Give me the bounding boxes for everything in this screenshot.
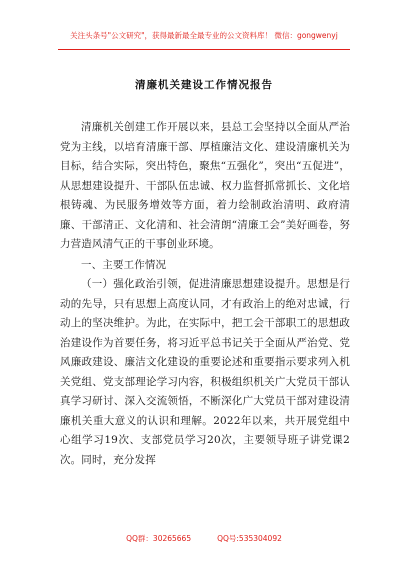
header-divider: [58, 49, 350, 50]
body-paragraph: 清廉机关创建工作开展以来，县总工会坚持以全面从严治党为主线，以培育清廉干部、厚植廉洁文化、建设清廉机关为目标，结合实际，突出特色，聚焦“五强化”，突出“五促进”，从思想建设提升、干部队伍忠诚、权力监督抓常抓长、文化培根铸魂、为民服务增效等方面，着力绘制政治清明、政府清廉、干部清正、文化清和、社会清朗“清廉工会”美好画卷，努力营造风清气正的干事创业环境。: [60, 121, 350, 250]
qq-group-text: QQ群：30265665: [126, 534, 192, 543]
body-paragraph: （一）强化政治引领，促进清廉思想建设提升。思想是行动的先导，只有思想上高度认同，才有政治上的绝对忠诚，行动上的坚决维护。为此，在实际中，把工会干部职工的思想政治建设作为首要任务，将习近平总书记关于全面从严治党、党风廉政建设、廉洁文化建设的重要论述和重要指示要求列入机关党组、党支部理论学习内容，积极组织机关广大党员干部认真学习研讨、深入交流领悟，不断深化广大党员干部对建设清廉机关重大意义的认识和理解。2022年以来，共开展党组中心组学习19次、支部党员学习20次，主要领导班子讲党课2次。同时，充分发挥: [60, 278, 350, 466]
section-heading: 一、主要工作情况: [81, 258, 167, 271]
header-banner: 关注头条号"公文研究"，获得最新最全最专业的公文资料库！ 微信：gongwenyj: [70, 31, 338, 40]
document-title: 清廉机关建设工作情况报告: [135, 79, 273, 91]
qq-number-text: QQ号:535304092: [217, 534, 282, 543]
document-body: [60, 118, 350, 470]
footer-contact: [0, 533, 408, 544]
